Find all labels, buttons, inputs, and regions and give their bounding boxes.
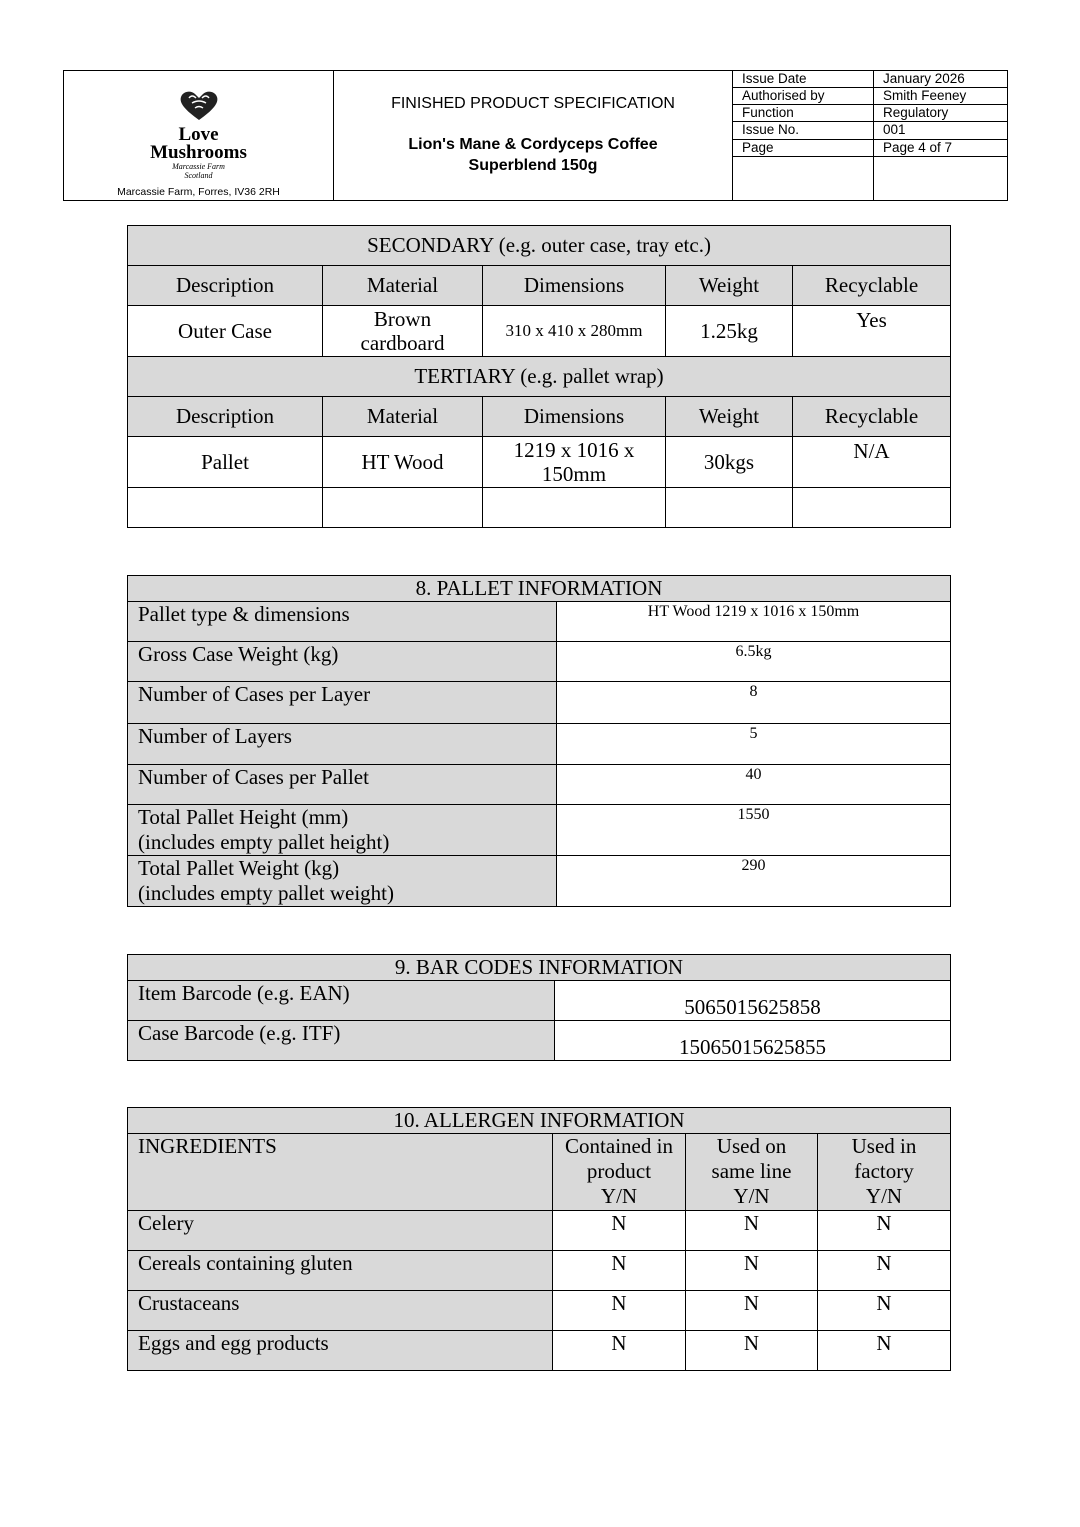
meta-value: 001 xyxy=(874,122,1008,139)
allergen-factory: N xyxy=(818,1251,951,1291)
pallet-info-title: 8. PALLET INFORMATION xyxy=(128,576,951,602)
secondary-dimensions: 310 x 410 x 280mm xyxy=(483,306,666,357)
allergen-factory: N xyxy=(818,1331,951,1371)
meta-empty-cell xyxy=(733,156,874,200)
allergen-contained: N xyxy=(553,1331,686,1371)
pallet-row-value: 5 xyxy=(557,724,951,765)
same-line-header-line1: Used on xyxy=(716,1134,787,1158)
col-header-weight: Weight xyxy=(666,397,793,437)
barcode-label: Case Barcode (e.g. ITF) xyxy=(128,1021,555,1061)
logo-tagline-farm: Marcassie Farm xyxy=(172,162,225,171)
pallet-row-value: 290 xyxy=(557,856,951,907)
pallet-row-value: 6.5kg xyxy=(557,642,951,682)
col-header-description: Description xyxy=(128,266,323,306)
allergen-factory: N xyxy=(818,1211,951,1251)
barcode-label: Item Barcode (e.g. EAN) xyxy=(128,981,555,1021)
allergen-same-line: N xyxy=(686,1291,818,1331)
col-header-recyclable: Recyclable xyxy=(793,266,951,306)
product-name-line1: Lion's Mane & Cordyceps Coffee xyxy=(408,136,658,153)
meta-label: Function xyxy=(733,105,874,122)
item-barcode-value: 5065015625858 xyxy=(555,981,951,1021)
document-title: FINISHED PRODUCT SPECIFICATION xyxy=(391,95,675,112)
ingredients-header: INGREDIENTS xyxy=(128,1134,553,1211)
pallet-row-value: HT Wood 1219 x 1016 x 150mm xyxy=(557,602,951,642)
packaging-table xyxy=(127,225,951,528)
company-address: Marcassie Farm, Forres, IV36 2RH xyxy=(117,186,280,198)
pallet-weight-note: (includes empty pallet weight) xyxy=(138,881,395,905)
factory-header-line2: factory xyxy=(854,1159,914,1183)
pallet-row-value: 40 xyxy=(557,765,951,805)
pallet-height-label: Total Pallet Height (mm) xyxy=(138,805,349,829)
empty-cell xyxy=(793,488,951,528)
header-title-cell xyxy=(334,71,733,201)
pallet-row-label: Number of Cases per Layer xyxy=(128,682,557,724)
allergen-title: 10. ALLERGEN INFORMATION xyxy=(128,1108,951,1134)
meta-label: Issue No. xyxy=(733,122,874,139)
logo-text-mushrooms: Mushrooms xyxy=(150,142,247,163)
factory-header-line3: Y/N xyxy=(865,1184,903,1208)
tertiary-dimensions xyxy=(483,437,666,488)
meta-label: Authorised by xyxy=(733,88,874,105)
col-header-weight: Weight xyxy=(666,266,793,306)
contained-header-line2: product xyxy=(586,1159,652,1183)
meta-value: Smith Feeney xyxy=(874,88,1008,105)
document-header xyxy=(63,70,1008,201)
allergen-contained: N xyxy=(553,1211,686,1251)
meta-value: January 2026 xyxy=(874,71,1008,88)
meta-value: Page 4 of 7 xyxy=(874,139,1008,156)
allergen-name: Crustaceans xyxy=(128,1291,553,1331)
allergen-same-line: N xyxy=(686,1251,818,1291)
tertiary-material: HT Wood xyxy=(323,437,483,488)
pallet-row-label: Pallet type & dimensions xyxy=(128,602,557,642)
tertiary-dimensions-line1: 1219 x 1016 x xyxy=(513,438,635,462)
allergen-same-line: N xyxy=(686,1211,818,1251)
meta-label: Page xyxy=(733,139,874,156)
allergen-contained: N xyxy=(553,1291,686,1331)
same-line-header-line2: same line xyxy=(711,1159,792,1183)
secondary-title: SECONDARY (e.g. outer case, tray etc.) xyxy=(128,226,951,266)
tertiary-dimensions-line2: 150mm xyxy=(541,462,607,486)
pallet-row-label: Gross Case Weight (kg) xyxy=(128,642,557,682)
empty-cell xyxy=(323,488,483,528)
factory-header xyxy=(818,1134,951,1211)
secondary-weight: 1.25kg xyxy=(666,306,793,357)
company-logo xyxy=(64,89,333,180)
factory-header-line1: Used in xyxy=(851,1134,917,1158)
tertiary-recyclable: N/A xyxy=(793,437,951,488)
meta-value: Regulatory xyxy=(874,105,1008,122)
empty-cell xyxy=(666,488,793,528)
empty-cell xyxy=(128,488,323,528)
col-header-material: Material xyxy=(323,397,483,437)
tertiary-weight: 30kgs xyxy=(666,437,793,488)
allergen-name: Celery xyxy=(128,1211,553,1251)
barcodes-title: 9. BAR CODES INFORMATION xyxy=(128,955,951,981)
mushroom-heart-icon xyxy=(177,89,221,121)
empty-cell xyxy=(483,488,666,528)
col-header-dimensions: Dimensions xyxy=(483,397,666,437)
allergen-factory: N xyxy=(818,1291,951,1331)
allergen-contained: N xyxy=(553,1251,686,1291)
pallet-weight-label: Total Pallet Weight (kg) xyxy=(138,856,340,880)
secondary-material-line2: cardboard xyxy=(360,331,445,355)
secondary-recyclable: Yes xyxy=(793,306,951,357)
pallet-row-label: Number of Layers xyxy=(128,724,557,765)
secondary-material xyxy=(323,306,483,357)
secondary-description: Outer Case xyxy=(128,306,323,357)
allergen-table xyxy=(127,1107,951,1371)
same-line-header-line3: Y/N xyxy=(733,1184,770,1208)
allergen-name: Cereals containing gluten xyxy=(128,1251,553,1291)
tertiary-description: Pallet xyxy=(128,437,323,488)
col-header-dimensions: Dimensions xyxy=(483,266,666,306)
pallet-row-value: 1550 xyxy=(557,805,951,856)
pallet-row-label xyxy=(128,805,557,856)
logo-tagline-country: Scotland xyxy=(184,171,213,180)
meta-label: Issue Date xyxy=(733,71,874,88)
contained-header xyxy=(553,1134,686,1211)
product-name-line2: Superblend 150g xyxy=(468,157,598,174)
secondary-material-line1: Brown xyxy=(373,307,432,331)
col-header-recyclable: Recyclable xyxy=(793,397,951,437)
allergen-name: Eggs and egg products xyxy=(128,1331,553,1371)
pallet-row-label: Number of Cases per Pallet xyxy=(128,765,557,805)
contained-header-line1: Contained in xyxy=(565,1134,673,1158)
pallet-height-note: (includes empty pallet height) xyxy=(138,830,390,854)
pallet-row-value: 8 xyxy=(557,682,951,724)
pallet-info-table xyxy=(127,575,951,907)
barcodes-table xyxy=(127,954,951,1061)
col-header-material: Material xyxy=(323,266,483,306)
meta-empty-cell xyxy=(874,156,1008,200)
same-line-header xyxy=(686,1134,818,1211)
contained-header-line3: Y/N xyxy=(600,1184,638,1208)
logo-cell xyxy=(64,71,334,201)
col-header-description: Description xyxy=(128,397,323,437)
pallet-row-label xyxy=(128,856,557,907)
case-barcode-value: 15065015625855 xyxy=(555,1021,951,1061)
tertiary-title: TERTIARY (e.g. pallet wrap) xyxy=(128,357,951,397)
allergen-same-line: N xyxy=(686,1331,818,1371)
logo-text-love: Love xyxy=(178,124,219,145)
